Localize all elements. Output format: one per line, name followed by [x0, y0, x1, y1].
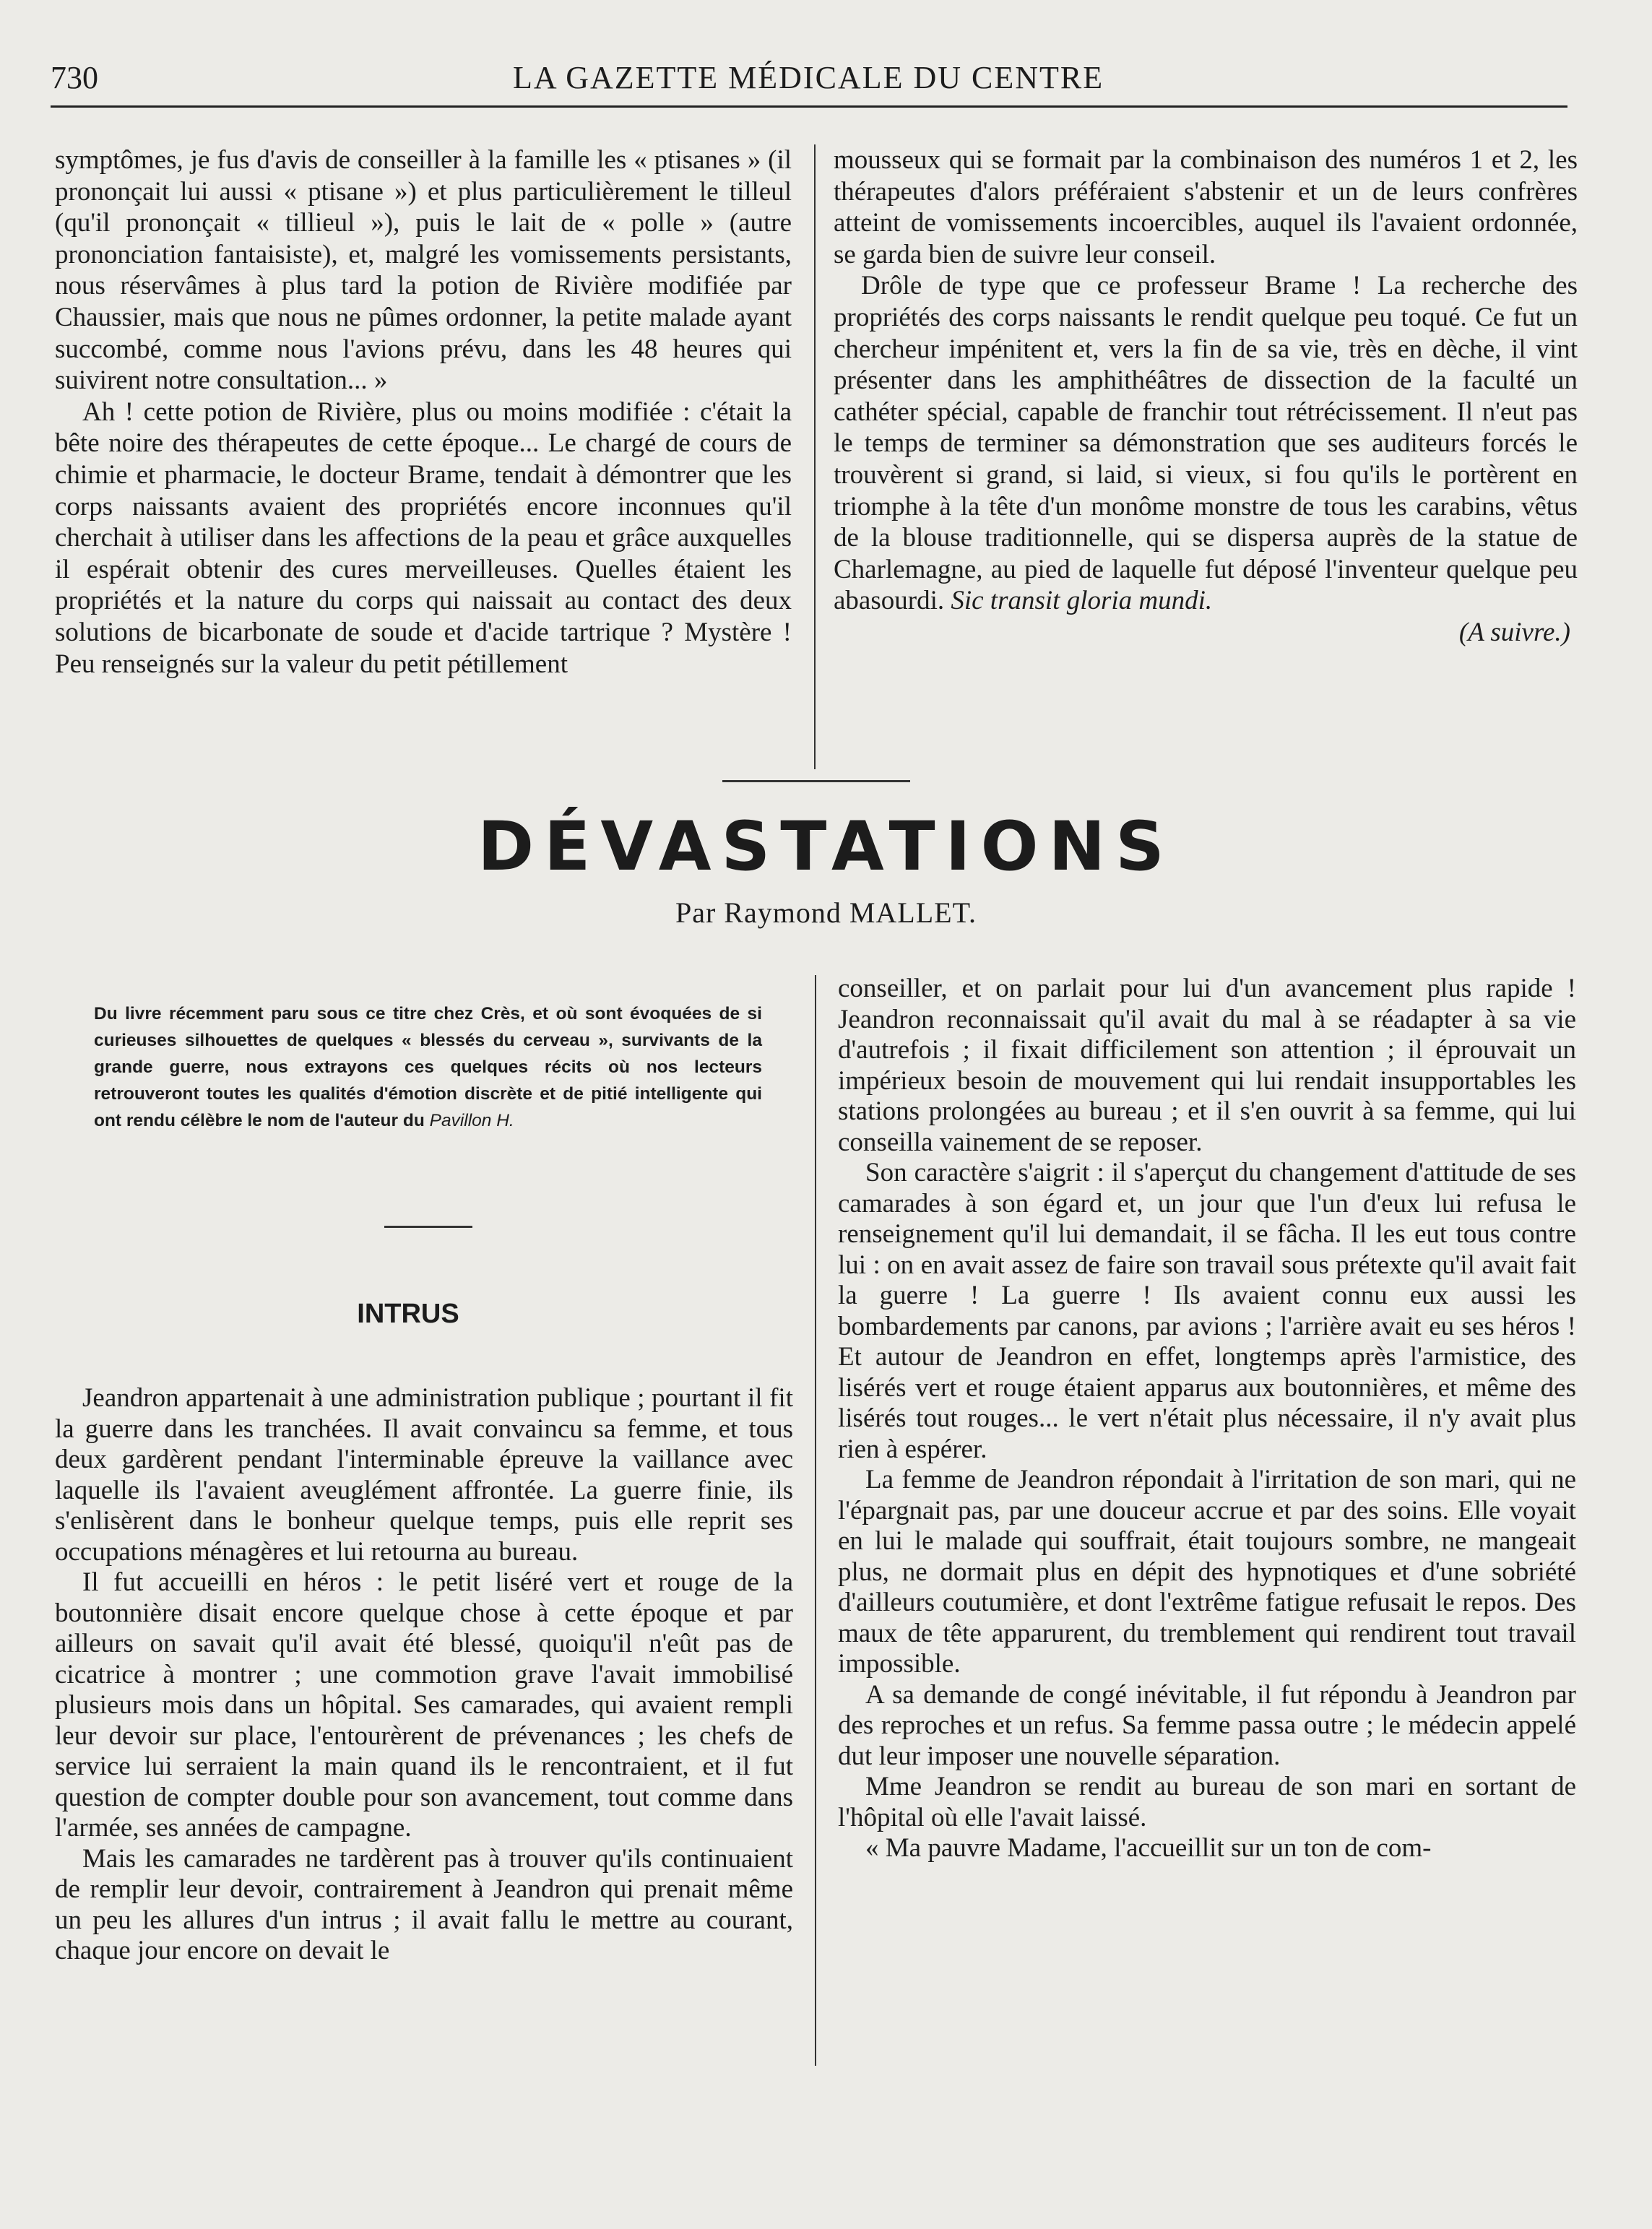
- article-intro: [94, 1000, 762, 1134]
- journal-title: LA GAZETTE MÉDICALE DU CENTRE: [513, 60, 1104, 95]
- paragraph-text: Drôle de type que ce professeur Brame ! La recherche des propriétés des corps naissants le rendit quelque peu toqué. Ce fut un chercheur impénitent et, vers la fin de sa vie, très en dèche, il vint présenter dans les amphithéâtres de dissection de la faculté un cathéter spécial, capable de franchir tout rétrécissement. Il n'eut pas le temps de terminer sa démonstration que ses auditeurs forcés le trouvèrent si grand, si laid, si vieux, si fou qu'ils le portèrent en triomphe à la tête d'un monôme monstre de tous les carabins, vêtus de la blouse traditionnelle, qui se dispersa auprès de la statue de Charlemagne, au pied de laquelle fut déposé l'inventeur quelque peu abasourdi.: [834, 271, 1578, 616]
- article-byline: Par Raymond MALLET.: [675, 896, 977, 929]
- paragraph: conseiller, et on parlait pour lui d'un avancement plus rapide ! Jeandron reconnaissait qu'il avait du mal à se réadapter à sa vie d'autrefois ; il fixait difficilement son attention ; il éprouvait un impérieux besoin de mouvement qui lui rendait insupportables les stations prolongées au bureau ; et il s'en ouvrit à sa femme, qui lui conseilla vainement de se reposer.: [838, 974, 1576, 1157]
- column-divider: [814, 144, 816, 769]
- paragraph: Jeandron appartenait à une administration publique ; pourtant il fit la guerre dans les tranchées. Il avait convaincu sa femme, et tous deux gardèrent pendant l'interminable épreuve la vaillance avec laquelle ils l'avaient aveuglément affrontée. La guerre finie, ils s'enlisèrent dans le bonheur quelque temps, puis elle reprit ses occupations ménagères et lui retourna au bureau.: [55, 1383, 793, 1567]
- paragraph: Mme Jeandron se rendit au bureau de son mari en sortant de l'hôpital où elle l'avait laissé.: [838, 1772, 1576, 1832]
- column-divider: [815, 975, 816, 2066]
- paragraph: Mais les camarades ne tardèrent pas à trouver qu'ils continuaient de remplir leur devoir, contrairement à Jeandron qui prenait même un peu les allures d'un intrus ; il avait fallu le mettre au courant, chaque jour encore on devait le: [55, 1843, 793, 1965]
- intro-rule: [384, 1226, 472, 1228]
- paragraph: Son caractère s'aigrit : il s'aperçut du changement d'attitude de ses camarades à son égard et, un jour que l'un d'eux lui refusa le renseignement qu'il lui demandait, il se fâcha. Il les eut tous contre lui : on en avait assez de faire son travail sous prétexte qu'il avait fait la guerre ! La guerre ! Ils avaient connu eux aussi les bombardements par canons, par avions ; l'arrière avait eu ses héros ! Et autour de Jeandron en effet, longtemps après l'armistice, des lisérés vert et rouge étaient apparus aux boutonnières, et même des lisérés tout rouges... le vert n'était plus nécessaire, il n'y avait plus rien à espérer.: [838, 1158, 1576, 1464]
- paragraph: A sa demande de congé inévitable, il fut répondu à Jeandron par des reproches et un refus. Sa femme passa outre ; le médecin appelé dut leur imposer une nouvelle séparation.: [838, 1679, 1576, 1771]
- paragraph: mousseux qui se formait par la combinaison des numéros 1 et 2, les thérapeutes d'alors préféraient s'abstenir et un de leurs confrères atteint de vomissements incoercibles, auquel ils l'avaient ordonnée, se garda bien de suivre leur conseil.: [834, 145, 1578, 269]
- section-rule: [722, 780, 910, 782]
- paragraph: « Ma pauvre Madame, l'accueillit sur un ton de com-: [865, 1833, 1432, 1863]
- article-title: DÉVASTATIONS: [477, 808, 1175, 886]
- paragraph: Il fut accueilli en héros : le petit liséré vert et rouge de la boutonnière disait encore quelque chose à cette époque et par ailleurs on savait qu'il avait été blessé, quoiqu'il n'eût pas de cicatrice à montrer ; une commotion grave l'avait immobilisé plusieurs mois dans un hôpital. Ses camarades, qui avaient rempli leur devoir sur place, l'entourèrent de prévenances ; les chefs de service lui serraient la main quand ils le rencontraient, et il fut question de compter double pour son avancement, tout comme dans l'armée, ses années de campagne.: [55, 1567, 793, 1843]
- top-left-column: [55, 144, 792, 680]
- bottom-right-column: [838, 974, 1576, 1864]
- paragraph: symptômes, je fus d'avis de conseiller à la famille les « ptisanes » (il prononçait lui aussi « ptisane ») et plus particulièrement le tilleul (qu'il prononçait « tillieul »), puis le lait de « polle » (autre prononciation fantaisiste), et, malgré les vomissements persistants, nous réservâmes à plus tard la potion de Rivière modifiée par Chaussier, mais que nous ne pûmes ordonner, la petite malade ayant succombé, comme nous l'avions prévu, dans les 48 heures qui suivirent notre consultation... »: [55, 145, 792, 396]
- page-number: 730: [51, 60, 98, 95]
- header-rule: [51, 105, 1567, 108]
- intro-text: Du livre récemment paru sous ce titre chez Crès, et où sont évoquées de si curieuses silhouettes de quelques « blessés du cerveau », survivants de la grande guerre, nous extrayons ces quelques récits où nos lecteurs retrouveront toutes les qualités d'émotion discrète et de pitié intelligente qui ont rendu célèbre le nom de l'auteur du: [94, 1004, 762, 1130]
- paragraph: Ah ! cette potion de Rivière, plus ou moins modifiée : c'était la bête noire des thérapeutes de cette époque... Le chargé de cours de chimie et pharmacie, le docteur Brame, tendait à démontrer que les corps naissants avaient des propriétés encore inconnues qu'il cherchait à utiliser dans les affections de la peau et grâce auxquelles il espérait obtenir des cures merveilleuses. Quelles étaient les propriétés et la nature du corps qui naissait au contact des deux solutions de bicarbonate de soude et d'acide tartrique ? Mystère ! Peu renseignés sur la valeur du petit pétillement: [55, 397, 792, 679]
- page-header: [51, 59, 1567, 110]
- paragraph: [834, 270, 1578, 617]
- continued-notice: (A suivre.): [1458, 617, 1570, 647]
- top-right-column: [834, 144, 1578, 649]
- latin-quote: Sic transit gloria mundi.: [951, 586, 1213, 616]
- paragraph: La femme de Jeandron répondait à l'irritation de son mari, qui ne l'épargnait pas, par une douceur accrue et par des soins. Elle voyait en lui le malade qui souffrait, était toujours sombre, ne mangeait plus, ne dormait plus en dépit des hypnotiques et d'une sobriété d'ailleurs coutumière, et dont l'extrême fatigue refusait le repos. Des maux de tête apparurent, du tremblement qui rendirent tout travail impossible.: [838, 1465, 1576, 1679]
- bottom-left-column: [55, 1383, 793, 1967]
- intro-book-title: Pavillon H.: [429, 1111, 514, 1130]
- story-heading: INTRUS: [357, 1299, 459, 1329]
